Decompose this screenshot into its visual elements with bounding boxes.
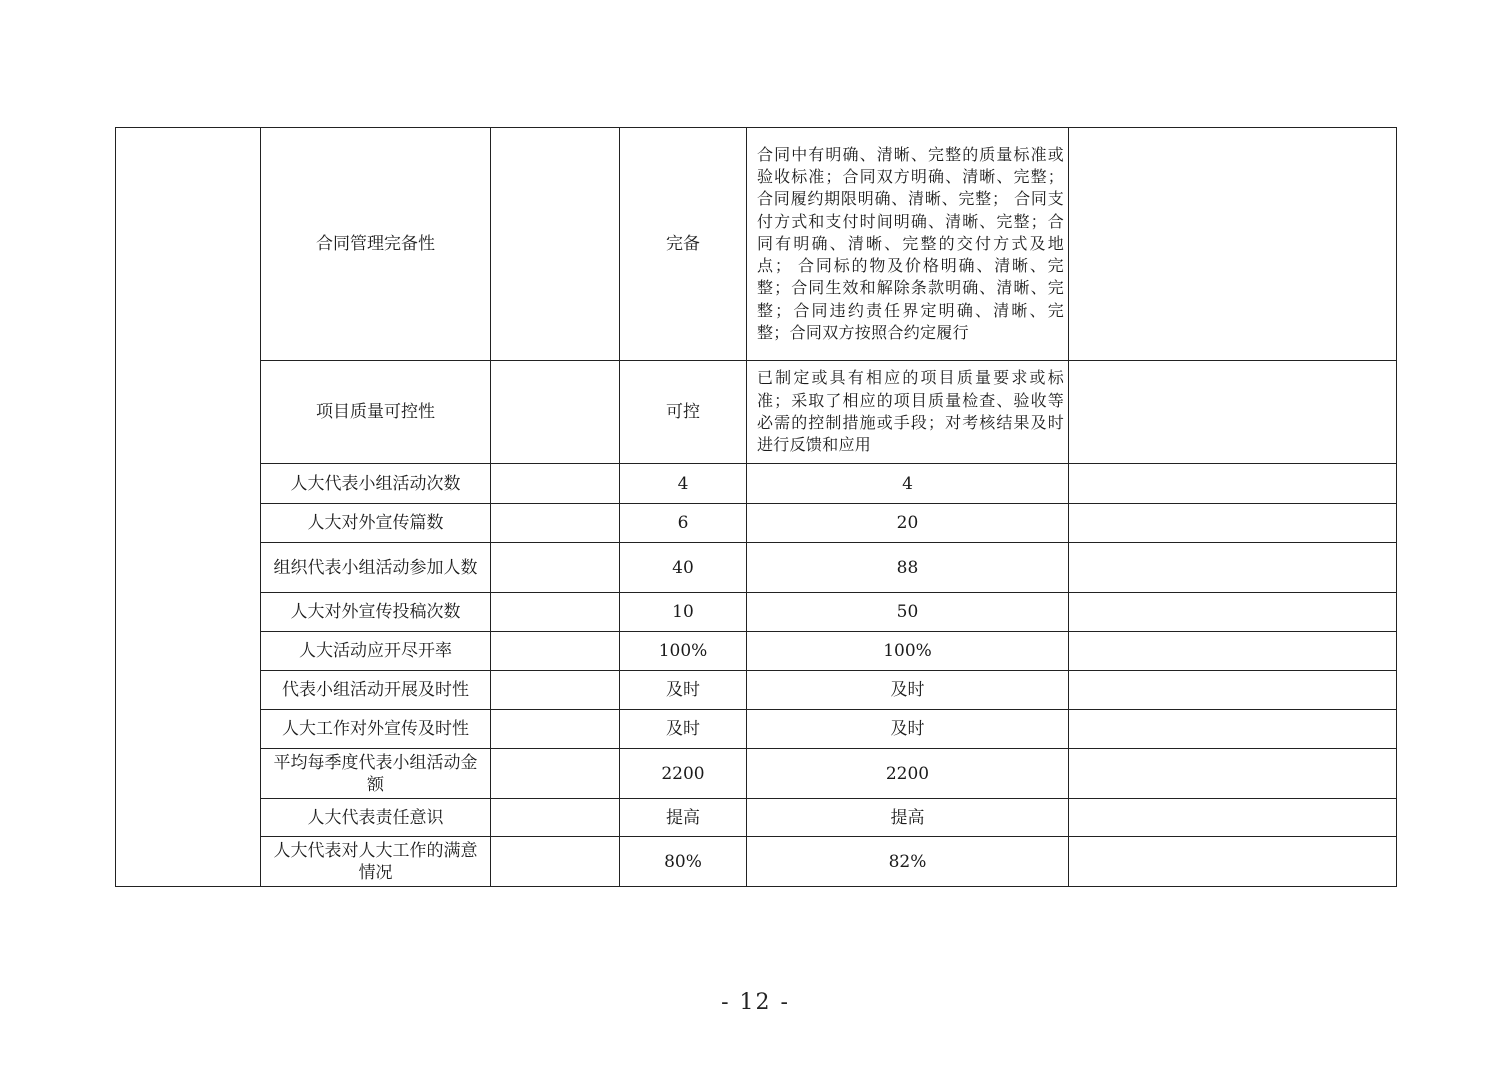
category-cell <box>116 128 261 887</box>
target-value-cell: 完备 <box>620 128 747 361</box>
index-value-cell <box>491 543 620 593</box>
actual-value-cell: 82% <box>747 837 1069 887</box>
actual-value-cell: 20 <box>747 504 1069 543</box>
target-value-cell: 及时 <box>620 671 747 710</box>
table-row <box>116 632 1397 671</box>
table-row <box>116 361 1397 464</box>
remark-cell <box>1069 504 1397 543</box>
remark-cell <box>1069 593 1397 632</box>
actual-value-cell: 及时 <box>747 710 1069 749</box>
table-row <box>116 749 1397 799</box>
actual-value-cell: 50 <box>747 593 1069 632</box>
page-number: - 12 - <box>721 990 790 1015</box>
table-row <box>116 504 1397 543</box>
table-row <box>116 799 1397 837</box>
table-row <box>116 593 1397 632</box>
index-value-cell <box>491 710 620 749</box>
target-value-cell: 4 <box>620 464 747 504</box>
remark-cell <box>1069 799 1397 837</box>
target-value-cell: 可控 <box>620 361 747 464</box>
index-value-cell <box>491 361 620 464</box>
indicator-cell: 平均每季度代表小组活动金额 <box>261 749 491 799</box>
index-value-cell <box>491 632 620 671</box>
table-row <box>116 543 1397 593</box>
target-value-cell: 10 <box>620 593 747 632</box>
index-value-cell <box>491 128 620 361</box>
indicator-cell: 人大代表小组活动次数 <box>261 464 491 504</box>
indicator-cell: 人大工作对外宣传及时性 <box>261 710 491 749</box>
remark-cell <box>1069 710 1397 749</box>
actual-value-cell: 100% <box>747 632 1069 671</box>
table-row <box>116 464 1397 504</box>
target-value-cell: 100% <box>620 632 747 671</box>
remark-cell <box>1069 128 1397 361</box>
actual-value-cell: 已制定或具有相应的项目质量要求或标准；采取了相应的项目质量检查、验收等必需的控制措施或手段；对考核结果及时进行反馈和应用 <box>747 361 1069 464</box>
table-row <box>116 710 1397 749</box>
actual-value-cell: 4 <box>747 464 1069 504</box>
table-row <box>116 671 1397 710</box>
indicator-cell: 组织代表小组活动参加人数 <box>261 543 491 593</box>
table-row <box>116 837 1397 887</box>
target-value-cell: 80% <box>620 837 747 887</box>
remark-cell <box>1069 671 1397 710</box>
target-value-cell: 提高 <box>620 799 747 837</box>
index-value-cell <box>491 671 620 710</box>
indicator-cell: 合同管理完备性 <box>261 128 491 361</box>
remark-cell <box>1069 749 1397 799</box>
remark-cell <box>1069 464 1397 504</box>
indicator-cell: 人大对外宣传篇数 <box>261 504 491 543</box>
target-value-cell: 40 <box>620 543 747 593</box>
index-value-cell <box>491 837 620 887</box>
target-value-cell: 2200 <box>620 749 747 799</box>
target-value-cell: 6 <box>620 504 747 543</box>
actual-value-cell: 2200 <box>747 749 1069 799</box>
remark-cell <box>1069 632 1397 671</box>
performance-indicator-table <box>115 127 1397 887</box>
actual-value-cell: 合同中有明确、清晰、完整的质量标准或验收标准；合同双方明确、清晰、完整；合同履约期限明确、清晰、完整； 合同支付方式和支付时间明确、清晰、完整；合同有明确、清晰、完整的交付方式及地点； 合同标的物及价格明确、清晰、完整；合同生效和解除条款明确、清晰、完整；合同违约责任界定明确、清晰、完整；合同双方按照合约定履行 <box>747 128 1069 361</box>
target-value-cell: 及时 <box>620 710 747 749</box>
indicator-cell: 人大代表对人大工作的满意情况 <box>261 837 491 887</box>
actual-value-cell: 提高 <box>747 799 1069 837</box>
remark-cell <box>1069 543 1397 593</box>
table-row <box>116 128 1397 361</box>
index-value-cell <box>491 464 620 504</box>
indicator-cell: 项目质量可控性 <box>261 361 491 464</box>
remark-cell <box>1069 837 1397 887</box>
index-value-cell <box>491 749 620 799</box>
index-value-cell <box>491 593 620 632</box>
index-value-cell <box>491 504 620 543</box>
remark-cell <box>1069 361 1397 464</box>
index-value-cell <box>491 799 620 837</box>
indicator-cell: 人大活动应开尽开率 <box>261 632 491 671</box>
actual-value-cell: 88 <box>747 543 1069 593</box>
indicator-cell: 人大代表责任意识 <box>261 799 491 837</box>
indicator-cell: 人大对外宣传投稿次数 <box>261 593 491 632</box>
actual-value-cell: 及时 <box>747 671 1069 710</box>
indicator-cell: 代表小组活动开展及时性 <box>261 671 491 710</box>
